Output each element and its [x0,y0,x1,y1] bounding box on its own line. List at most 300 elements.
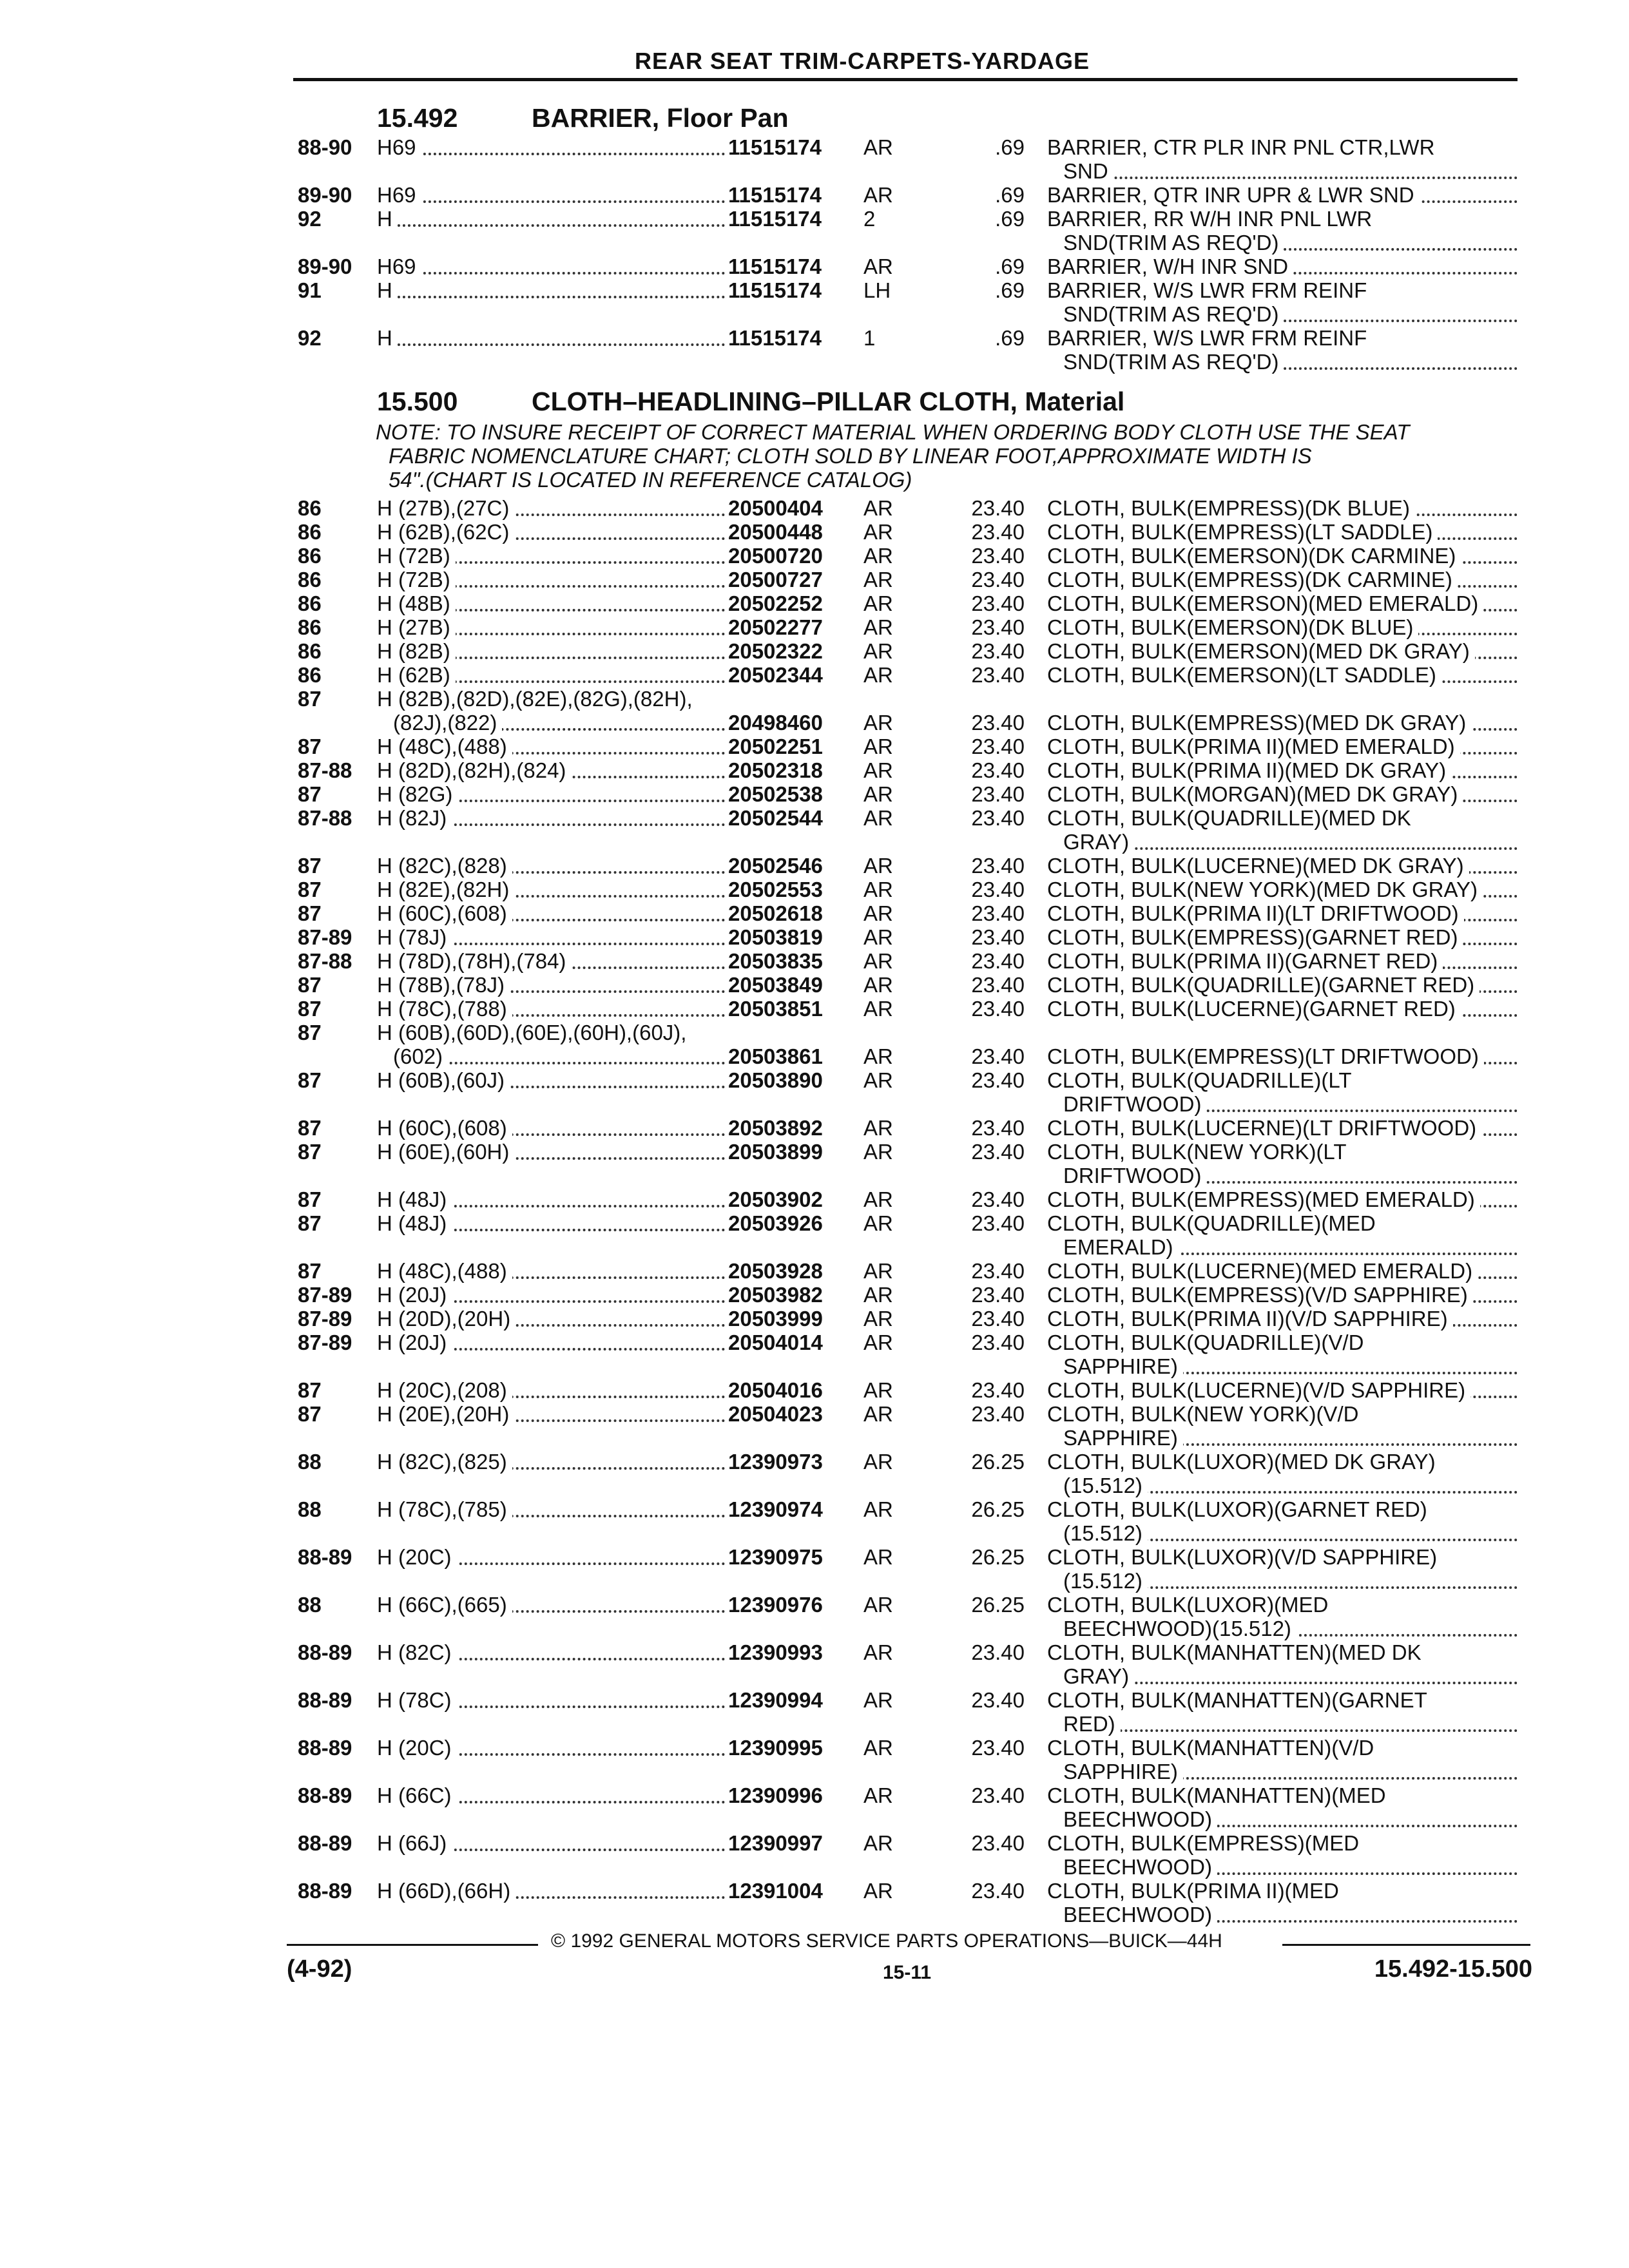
quantity: AR [863,782,893,806]
model-cell [377,997,725,1021]
quantity: AR [863,1593,893,1617]
model-cell-continued [393,1044,725,1068]
model-cell-text: H69 [377,135,421,159]
part-number: 20500448 [728,520,823,544]
description-text: CLOTH, BULK(EMERSON)(MED EMERALD) [1047,591,1483,615]
year-cell: 92 [298,326,322,350]
description: CLOTH, BULK(MANHATTEN)(MED DK [1047,1640,1422,1664]
ordering-note [376,420,1510,492]
description [1047,711,1518,735]
part-number: 12391004 [728,1879,823,1903]
description-continued-text: BEECHWOOD) [1063,1807,1217,1831]
year-cell: 88-89 [298,1879,352,1903]
description [1047,520,1518,544]
model-cell: H (82B),(82D),(82E),(82G),(82H), [377,687,693,711]
description [1047,949,1518,973]
part-number: 20502546 [728,854,823,878]
table-row [0,1688,1629,1712]
quantity: AR [863,135,893,159]
quantity: AR [863,520,893,544]
description-continued-text: (15.512) [1063,1569,1148,1593]
table-row [0,568,1629,591]
price: 23.40 [971,1331,1025,1354]
description: CLOTH, BULK(PRIMA II)(MED [1047,1879,1339,1903]
table-row-continued [0,350,1629,374]
year-cell: 87-89 [298,1331,352,1354]
model-cell [377,1283,725,1307]
year-cell: 88-89 [298,1640,352,1664]
description-text: CLOTH, BULK(LUCERNE)(LT DRIFTWOOD) [1047,1116,1481,1140]
table-row [0,687,1629,711]
year-cell: 87 [298,1187,322,1211]
table-row-continued [0,1664,1629,1688]
page-title: REAR SEAT TRIM-CARPETS-YARDAGE [635,48,1090,74]
table-row [0,1736,1629,1760]
description [1047,1259,1518,1283]
description [1047,591,1518,615]
description [1047,735,1518,758]
part-number: 20503892 [728,1116,823,1140]
description-continued-text: (15.512) [1063,1474,1148,1497]
table-row [0,207,1629,231]
description-text: CLOTH, BULK(PRIMA II)(GARNET RED) [1047,949,1443,973]
year-cell: 92 [298,207,322,231]
description-text: CLOTH, BULK(PRIMA II)(MED DK GRAY) [1047,758,1451,782]
table-row [0,1140,1629,1164]
year-cell: 87 [298,1378,322,1402]
description-continued-text: SND(TRIM AS REQ'D) [1063,302,1284,326]
table-row-continued [0,1235,1629,1259]
footer-section-range: 15.492-15.500 [1374,1956,1532,1983]
price: 23.40 [971,711,1025,735]
part-number: 11515174 [728,135,822,159]
part-number: 20503835 [728,949,823,973]
description [1047,568,1518,591]
model-cell [377,901,725,925]
price: 23.40 [971,615,1025,639]
table-row-continued [0,1426,1629,1450]
description-continued [1063,830,1518,854]
model-cell [377,854,725,878]
description-continued-text: SAPPHIRE) [1063,1760,1183,1783]
description: CLOTH, BULK(QUADRILLE)(MED DK [1047,806,1411,830]
note-line: 54".(CHART IS LOCATED IN REFERENCE CATALOG) [389,468,912,492]
quantity: AR [863,568,893,591]
quantity: AR [863,1068,893,1092]
price: 23.40 [971,663,1025,687]
description-continued-text: (15.512) [1063,1521,1148,1545]
quantity: AR [863,615,893,639]
price: 23.40 [971,1211,1025,1235]
table-row [0,278,1629,302]
model-cell-text: H (60B),(60J) [377,1068,510,1092]
description-continued [1063,1092,1518,1116]
table-row [0,1021,1629,1044]
price: 23.40 [971,1879,1025,1903]
model-cell [377,1211,725,1235]
table-row [0,663,1629,687]
description [1047,663,1518,687]
price: 23.40 [971,1044,1025,1068]
year-cell: 87 [298,997,322,1021]
price: 23.40 [971,1402,1025,1426]
description-continued [1063,1521,1518,1545]
price: 23.40 [971,735,1025,758]
description-continued [1063,1569,1518,1593]
footer-date: (4-92) [287,1956,352,1983]
description: BARRIER, W/S LWR FRM REINF [1047,326,1367,350]
model-cell [377,496,725,520]
description: CLOTH, BULK(LUXOR)(GARNET RED) [1047,1497,1427,1521]
price: 23.40 [971,782,1025,806]
quantity: AR [863,1116,893,1140]
table-row-continued [0,1521,1629,1545]
part-number: 12390994 [728,1688,823,1712]
description-continued [1063,1426,1518,1450]
model-cell-text: H (78C),(788) [377,997,512,1021]
year-cell: 86 [298,663,322,687]
part-number: 11515174 [728,183,822,207]
model-cell-text: H (20C),(208) [377,1378,512,1402]
price: .69 [995,207,1025,231]
part-number: 20503999 [728,1307,823,1331]
year-cell: 87-89 [298,1307,352,1331]
model-cell [377,1736,725,1760]
model-cell-text: H (27B),(27C) [377,496,514,520]
description: CLOTH, BULK(MANHATTEN)(V/D [1047,1736,1374,1760]
model-cell [377,758,725,782]
price: 26.25 [971,1593,1025,1617]
description [1047,854,1518,878]
model-cell [377,1402,725,1426]
part-number: 11515174 [728,278,822,302]
model-cell-text: H (27B) [377,615,456,639]
model-cell [377,973,725,997]
part-number: 20503928 [728,1259,823,1283]
part-number: 20500727 [728,568,823,591]
model-cell [377,135,725,159]
model-cell [377,207,725,231]
description-text: CLOTH, BULK(LUCERNE)(MED EMERALD) [1047,1259,1478,1283]
table-row [0,615,1629,639]
description [1047,973,1518,997]
description-text: CLOTH, BULK(EMPRESS)(DK CARMINE) [1047,568,1458,591]
year-cell: 87 [298,1021,322,1044]
section-number: 15.500 [377,387,458,416]
quantity: AR [863,1331,893,1354]
model-cell [377,615,725,639]
description-continued-text: GRAY) [1063,1664,1134,1688]
year-cell: 87-88 [298,949,352,973]
table-row [0,1640,1629,1664]
model-cell [377,1640,725,1664]
model-cell [377,878,725,901]
description [1047,544,1518,568]
description-text: CLOTH, BULK(EMERSON)(LT SADDLE) [1047,663,1441,687]
part-number: 20502277 [728,615,823,639]
model-cell-text: H (20J) [377,1331,452,1354]
part-number: 20502322 [728,639,823,663]
year-cell: 88-89 [298,1688,352,1712]
year-cell: 87 [298,782,322,806]
part-number: 20503926 [728,1211,823,1235]
table-row-continued [0,1092,1629,1116]
year-cell: 87 [298,735,322,758]
price: 23.40 [971,520,1025,544]
price: 23.40 [971,1736,1025,1760]
price: 23.40 [971,1140,1025,1164]
model-cell [377,925,725,949]
year-cell: 89-90 [298,255,352,278]
description: CLOTH, BULK(NEW YORK)(LT [1047,1140,1347,1164]
description-continued [1063,1164,1518,1187]
quantity: AR [863,878,893,901]
quantity: AR [863,1307,893,1331]
description-continued [1063,1474,1518,1497]
quantity: AR [863,663,893,687]
model-cell [377,1497,725,1521]
table-row-continued [0,830,1629,854]
year-cell: 87-88 [298,758,352,782]
model-cell [377,326,725,350]
year-cell: 87-88 [298,806,352,830]
model-cell [377,1187,725,1211]
part-number: 20500404 [728,496,823,520]
description [1047,901,1518,925]
quantity: AR [863,496,893,520]
description-text: BARRIER, W/H INR SND [1047,255,1293,278]
table-row [0,1450,1629,1474]
description-continued-text: BEECHWOOD) [1063,1855,1217,1879]
year-cell: 87 [298,878,322,901]
year-cell: 86 [298,568,322,591]
part-number: 20504014 [728,1331,823,1354]
note-line: FABRIC NOMENCLATURE CHART; CLOTH SOLD BY LINEAR FOOT,APPROXIMATE WIDTH IS [389,444,1312,468]
table-row [0,520,1629,544]
year-cell: 87 [298,1140,322,1164]
model-cell-text: H (66C) [377,1783,457,1807]
description: CLOTH, BULK(QUADRILLE)(LT [1047,1068,1352,1092]
model-cell [377,1307,725,1331]
description-text: CLOTH, BULK(LUCERNE)(V/D SAPPHIRE) [1047,1378,1470,1402]
model-cell-text: H (60C),(608) [377,1116,512,1140]
description-continued-text: SAPPHIRE) [1063,1354,1183,1378]
price: 23.40 [971,925,1025,949]
table-row [0,1331,1629,1354]
model-cell [377,663,725,687]
description-continued [1063,302,1518,326]
part-number: 12390996 [728,1783,823,1807]
price: 23.40 [971,1068,1025,1092]
description-continued-text: SND(TRIM AS REQ'D) [1063,231,1284,255]
description-continued [1063,350,1518,374]
description-continued [1063,1807,1518,1831]
description: BARRIER, W/S LWR FRM REINF [1047,278,1367,302]
quantity: AR [863,1283,893,1307]
table-row-continued [0,231,1629,255]
price: .69 [995,135,1025,159]
table-row [0,183,1629,207]
part-number: 12390993 [728,1640,823,1664]
table-row-continued [0,1617,1629,1640]
description: CLOTH, BULK(LUXOR)(MED [1047,1593,1329,1617]
quantity: AR [863,854,893,878]
model-cell-text: H69 [377,255,421,278]
table-row [0,1187,1629,1211]
model-cell-text: H (60C),(608) [377,901,512,925]
model-cell-text: H (78C) [377,1688,457,1712]
model-cell-text: H (82E),(82H) [377,878,514,901]
description: CLOTH, BULK(QUADRILLE)(V/D [1047,1331,1364,1354]
price: 23.40 [971,1783,1025,1807]
table-row [0,1831,1629,1855]
model-cell [377,735,725,758]
model-cell [377,1116,725,1140]
model-cell [377,1259,725,1283]
description-continued [1063,231,1518,255]
model-cell-text: H (78C),(785) [377,1497,512,1521]
price: 23.40 [971,591,1025,615]
model-cell-text: H (82C),(825) [377,1450,512,1474]
note-line: NOTE: TO INSURE RECEIPT OF CORRECT MATERIAL WHEN ORDERING BODY CLOTH USE THE SEAT [376,420,1410,444]
quantity: AR [863,1402,893,1426]
price: 23.40 [971,1283,1025,1307]
description: CLOTH, BULK(LUXOR)(V/D SAPPHIRE) [1047,1545,1438,1569]
year-cell: 86 [298,520,322,544]
table-row-continued [0,1569,1629,1593]
table-row [0,1593,1629,1617]
year-cell: 87 [298,1402,322,1426]
table-row-continued [0,302,1629,326]
model-cell [377,1331,725,1354]
description: CLOTH, BULK(EMPRESS)(MED [1047,1831,1360,1855]
quantity: AR [863,1211,893,1235]
part-number: 20500720 [728,544,823,568]
description-text: CLOTH, BULK(EMERSON)(DK BLUE) [1047,615,1418,639]
year-cell: 87 [298,1259,322,1283]
price: .69 [995,183,1025,207]
table-row [0,735,1629,758]
description [1047,496,1518,520]
price: 23.40 [971,901,1025,925]
model-cell-text: H (20D),(20H) [377,1307,516,1331]
price: 23.40 [971,806,1025,830]
table-row [0,326,1629,350]
part-number: 20503902 [728,1187,823,1211]
price: .69 [995,278,1025,302]
section-name: BARRIER, Floor Pan [532,103,789,133]
model-cell [377,949,725,973]
table-row [0,1402,1629,1426]
table-row [0,782,1629,806]
description-continued-text: DRIFTWOOD) [1063,1092,1206,1116]
model-cell-text: H (66D),(66H) [377,1879,516,1903]
part-number: 20503890 [728,1068,823,1092]
table-row [0,135,1629,159]
year-cell: 88-89 [298,1545,352,1569]
part-number: 12390997 [728,1831,823,1855]
quantity: AR [863,1378,893,1402]
description-text: CLOTH, BULK(EMPRESS)(LT DRIFTWOOD) [1047,1044,1484,1068]
description-text: CLOTH, BULK(EMPRESS)(LT SADDLE) [1047,520,1438,544]
model-cell-text: H [377,326,398,350]
model-cell [377,255,725,278]
section-number: 15.492 [377,103,458,133]
table-row [0,1259,1629,1283]
footer-rule-left [287,1944,538,1946]
part-number: 20504023 [728,1402,823,1426]
quantity: AR [863,1187,893,1211]
part-number: 11515174 [728,207,822,231]
model-cell [377,1140,725,1164]
table-row [0,1307,1629,1331]
model-cell-text: H (82C),(828) [377,854,512,878]
quantity: AR [863,1736,893,1760]
part-number: 20503849 [728,973,823,997]
description: BARRIER, CTR PLR INR PNL CTR,LWR [1047,135,1435,159]
year-cell: 88-90 [298,135,352,159]
quantity: AR [863,1259,893,1283]
year-cell: 87 [298,854,322,878]
quantity: AR [863,997,893,1021]
price: 23.40 [971,639,1025,663]
description [1047,615,1518,639]
model-cell-text: H (48J) [377,1187,452,1211]
quantity: AR [863,1497,893,1521]
part-number: 11515174 [728,326,822,350]
quantity: AR [863,735,893,758]
description-text: CLOTH, BULK(QUADRILLE)(GARNET RED) [1047,973,1480,997]
price: 23.40 [971,878,1025,901]
quantity: AR [863,1450,893,1474]
year-cell: 87 [298,1068,322,1092]
table-row [0,496,1629,520]
model-cell [377,1688,725,1712]
table-row [0,255,1629,278]
quantity: AR [863,639,893,663]
description-text: CLOTH, BULK(EMPRESS)(MED DK GRAY) [1047,711,1471,735]
model-cell-text: H (82C) [377,1640,457,1664]
table-row-continued [0,1855,1629,1879]
price: 23.40 [971,854,1025,878]
description [1047,782,1518,806]
price: 23.40 [971,1116,1025,1140]
quantity: 1 [863,326,876,350]
model-cell [377,1783,725,1807]
part-number: 12390973 [728,1450,823,1474]
quantity: AR [863,1879,893,1903]
quantity: AR [863,949,893,973]
quantity: AR [863,544,893,568]
quantity: AR [863,183,893,207]
price: 26.25 [971,1497,1025,1521]
price: 26.25 [971,1450,1025,1474]
year-cell: 87 [298,1211,322,1235]
description [1047,1283,1518,1307]
description-continued [1063,159,1518,183]
model-cell-text: H (20C) [377,1736,457,1760]
model-cell-text: H (82D),(82H),(824) [377,758,571,782]
year-cell: 87-89 [298,925,352,949]
description-continued [1063,1712,1518,1736]
description-continued-text: SND(TRIM AS REQ'D) [1063,350,1284,374]
year-cell: 88-89 [298,1783,352,1807]
model-cell-text: H (48B) [377,591,456,615]
model-cell-continued [393,711,725,735]
description [1047,1378,1518,1402]
year-cell: 86 [298,544,322,568]
quantity: LH [863,278,891,302]
